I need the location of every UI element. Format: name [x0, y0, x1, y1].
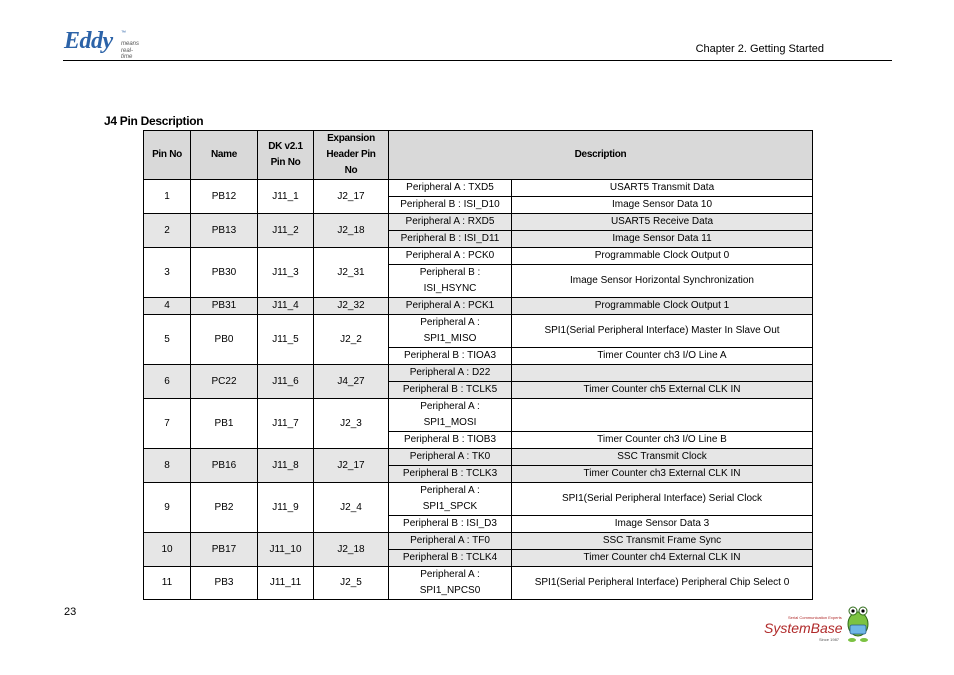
description-cell: SPI1(Serial Peripheral Interface) Master In Slave Out [512, 315, 813, 348]
table-row [144, 533, 813, 550]
peripheral-cell: Peripheral A : SPI1_MOSI [389, 399, 512, 432]
name-cell: PB16 [191, 449, 258, 483]
table-row [144, 214, 813, 231]
description-cell: Image Sensor Data 11 [512, 231, 813, 248]
name-cell: PB17 [191, 533, 258, 567]
pin-no-cell: 8 [144, 449, 191, 483]
dk-pin-cell: J11_6 [258, 365, 314, 399]
table-row [144, 483, 813, 516]
description-cell: Programmable Clock Output 1 [512, 298, 813, 315]
brand-name: SystemBase [764, 620, 843, 636]
section-title: J4 Pin Description [104, 114, 204, 128]
table-row [144, 315, 813, 348]
name-cell: PB1 [191, 399, 258, 449]
pin-no-cell: 11 [144, 567, 191, 600]
pin-no-cell: 10 [144, 533, 191, 567]
expansion-pin-cell: J2_18 [314, 214, 389, 248]
name-cell: PB0 [191, 315, 258, 365]
description-cell: Timer Counter ch4 External CLK IN [512, 550, 813, 567]
table-row [144, 248, 813, 265]
systembase-logo [762, 604, 872, 646]
logo-subtitle-2: real-time [121, 48, 134, 60]
logo-wordmark: Eddy [64, 28, 113, 54]
peripheral-cell: Peripheral B : ISI_D11 [389, 231, 512, 248]
description-cell: SSC Transmit Frame Sync [512, 533, 813, 550]
name-cell: PB2 [191, 483, 258, 533]
peripheral-cell: Peripheral B : ISI_HSYNC [389, 265, 512, 298]
description-cell: USART5 Receive Data [512, 214, 813, 231]
pin-no-cell: 9 [144, 483, 191, 533]
header-dk-pin-no: DK v2.1 Pin No [258, 131, 314, 180]
name-cell: PB30 [191, 248, 258, 298]
expansion-pin-cell: J2_5 [314, 567, 389, 600]
expansion-pin-cell: J2_17 [314, 180, 389, 214]
description-cell: Timer Counter ch3 I/O Line A [512, 348, 813, 365]
peripheral-cell: Peripheral A : TXD5 [389, 180, 512, 197]
pin-no-cell: 4 [144, 298, 191, 315]
page-number: 23 [64, 606, 77, 618]
name-cell: PC22 [191, 365, 258, 399]
dk-pin-cell: J11_11 [258, 567, 314, 600]
expansion-pin-cell: J2_18 [314, 533, 389, 567]
header-divider [63, 60, 892, 61]
logo-subtitle-1: means [121, 41, 140, 47]
table-row [144, 180, 813, 197]
peripheral-cell: Peripheral A : D22 [389, 365, 512, 382]
description-cell: SSC Transmit Clock [512, 449, 813, 466]
peripheral-cell: Peripheral A : PCK1 [389, 298, 512, 315]
description-cell: Timer Counter ch5 External CLK IN [512, 382, 813, 399]
dk-pin-cell: J11_4 [258, 298, 314, 315]
table-row [144, 399, 813, 432]
header-pin-no: Pin No [144, 131, 191, 180]
expansion-pin-cell: J2_2 [314, 315, 389, 365]
expansion-pin-cell: J2_17 [314, 449, 389, 483]
peripheral-cell: Peripheral A : TF0 [389, 533, 512, 550]
pin-no-cell: 3 [144, 248, 191, 298]
description-cell: USART5 Transmit Data [512, 180, 813, 197]
dk-pin-cell: J11_5 [258, 315, 314, 365]
table-row [144, 298, 813, 315]
pin-no-cell: 6 [144, 365, 191, 399]
peripheral-cell: Peripheral A : SPI1_NPCS0 [389, 567, 512, 600]
pin-no-cell: 2 [144, 214, 191, 248]
dk-pin-cell: J11_2 [258, 214, 314, 248]
dk-pin-cell: J11_3 [258, 248, 314, 298]
peripheral-cell: Peripheral B : TIOA3 [389, 348, 512, 365]
peripheral-cell: Peripheral A : RXD5 [389, 214, 512, 231]
brand-tagline: Serial Communication Experts [788, 615, 842, 620]
peripheral-cell: Peripheral B : TCLK3 [389, 466, 512, 483]
pin-no-cell: 5 [144, 315, 191, 365]
description-cell [512, 365, 813, 382]
header-expansion-pin-no: Expansion Header Pin No [314, 131, 389, 180]
description-cell: Image Sensor Data 3 [512, 516, 813, 533]
peripheral-cell: Peripheral B : ISI_D10 [389, 197, 512, 214]
dk-pin-cell: J11_9 [258, 483, 314, 533]
expansion-pin-cell: J2_4 [314, 483, 389, 533]
logo-trademark: ™ [121, 30, 126, 36]
chapter-title: Chapter 2. Getting Started [695, 43, 824, 55]
header-description: Description [389, 131, 813, 180]
pin-no-cell: 7 [144, 399, 191, 449]
frog-mascot-icon [848, 607, 868, 642]
dk-pin-cell: J11_10 [258, 533, 314, 567]
peripheral-cell: Peripheral A : SPI1_SPCK [389, 483, 512, 516]
description-cell: Programmable Clock Output 0 [512, 248, 813, 265]
name-cell: PB31 [191, 298, 258, 315]
description-cell: SPI1(Serial Peripheral Interface) Peripheral Chip Select 0 [512, 567, 813, 600]
name-cell: PB12 [191, 180, 258, 214]
peripheral-cell: Peripheral A : TK0 [389, 449, 512, 466]
table-body [144, 180, 813, 600]
pin-description-table [143, 130, 813, 600]
expansion-pin-cell: J2_3 [314, 399, 389, 449]
table-row [144, 567, 813, 600]
expansion-pin-cell: J2_31 [314, 248, 389, 298]
dk-pin-cell: J11_8 [258, 449, 314, 483]
name-cell: PB13 [191, 214, 258, 248]
peripheral-cell: Peripheral A : SPI1_MISO [389, 315, 512, 348]
description-cell: Image Sensor Horizontal Synchronization [512, 265, 813, 298]
description-cell [512, 399, 813, 432]
description-cell: Timer Counter ch3 I/O Line B [512, 432, 813, 449]
dk-pin-cell: J11_1 [258, 180, 314, 214]
peripheral-cell: Peripheral B : TIOB3 [389, 432, 512, 449]
table-row [144, 365, 813, 382]
brand-since: Since 1987 [819, 637, 840, 642]
dk-pin-cell: J11_7 [258, 399, 314, 449]
name-cell: PB3 [191, 567, 258, 600]
peripheral-cell: Peripheral A : PCK0 [389, 248, 512, 265]
expansion-pin-cell: J2_32 [314, 298, 389, 315]
expansion-pin-cell: J4_27 [314, 365, 389, 399]
table-row [144, 449, 813, 466]
description-cell: Timer Counter ch3 External CLK IN [512, 466, 813, 483]
description-cell: SPI1(Serial Peripheral Interface) Serial Clock [512, 483, 813, 516]
pin-no-cell: 1 [144, 180, 191, 214]
description-cell: Image Sensor Data 10 [512, 197, 813, 214]
header-name: Name [191, 131, 258, 180]
peripheral-cell: Peripheral B : TCLK5 [389, 382, 512, 399]
peripheral-cell: Peripheral B : TCLK4 [389, 550, 512, 567]
peripheral-cell: Peripheral B : ISI_D3 [389, 516, 512, 533]
